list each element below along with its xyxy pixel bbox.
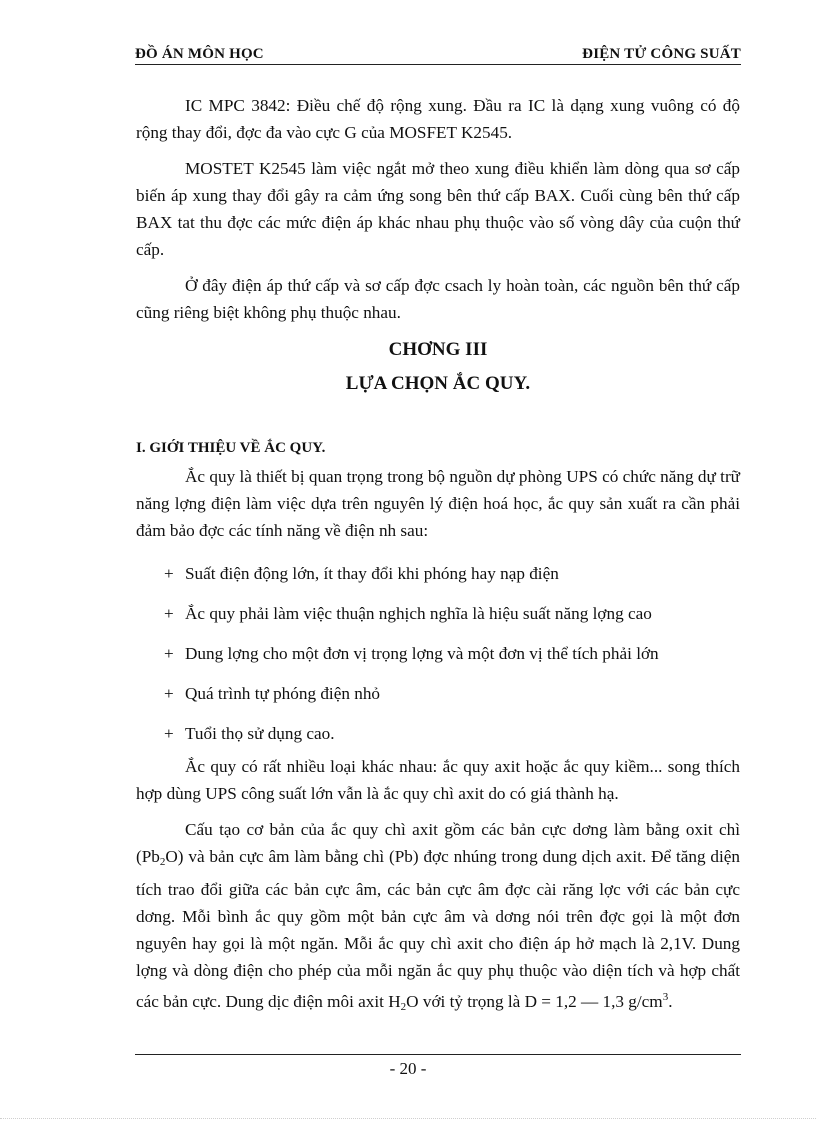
header-left-title: ĐỒ ÁN MÔN HỌC: [135, 46, 264, 62]
bullet-text: Tuổi thọ sử dụng cao.: [185, 724, 335, 743]
list-item: [136, 640, 740, 667]
header-rule: [135, 64, 741, 65]
paragraph-isolation: Ở đây điện áp thứ cấp và sơ cấp đợc csach ly hoàn toàn, các nguồn bên thứ cấp cũng riêng biệt không phụ thuộc nhau.: [136, 276, 740, 322]
list-item: [136, 560, 740, 587]
structure-text-2: O) và bản cực âm làm bằng chì (Pb) đợc nhúng trong dung dịch axit. Để tăng diện tích trao đổi giữa các bản cực âm, các bản cực âm đợc cài răng lợc với các bản cực dơng. Mỗi bình ắc quy gồm một bản cực âm và dơng nói trên đợc gọi là một đơn nguyên hay gọi là một ngăn. Mỗi ắc quy chì axit cho điện áp hở mạch là 2,1V. Dung lợng và dòng điện cho phép của mỗi ngăn ắc quy phụ thuộc vào diện tích và hợp chất các bản cực. Dung dịc điện môi axit H: [136, 847, 740, 1011]
bullet-text: Ắc quy phải làm việc thuận nghịch nghĩa là hiệu suất năng lợng cao: [185, 604, 652, 623]
page-edge-dotted-line: [0, 1118, 816, 1119]
section-title: I. GIỚI THIỆU VỀ ẮC QUY.: [136, 440, 326, 456]
list-item: [136, 720, 740, 747]
footer-rule: [135, 1054, 741, 1055]
bullet-mark: +: [164, 564, 174, 583]
header-right-title: ĐIỆN TỬ CÔNG SUẤT: [582, 46, 741, 62]
chapter-number: CHƠNG III: [388, 339, 488, 360]
bullet-mark: +: [164, 684, 174, 703]
page-header: [135, 46, 741, 66]
bullet-mark: +: [164, 724, 174, 743]
paragraph-intro: Ắc quy là thiết bị quan trọng trong bộ nguồn dự phòng UPS có chức năng dự trữ năng lợng điện làm việc dựa trên nguyên lý điện hoá học, ắc quy sản xuất ra cần phải đảm bảo đợc các tính năng về điện nh sau:: [136, 467, 740, 540]
list-item: [136, 680, 740, 707]
paragraph-battery-structure: [136, 816, 740, 1021]
subscript-h2: 2: [400, 1001, 407, 1013]
structure-text-3: O với tỷ trọng là D = 1,2 — 1,3 g/cm: [406, 992, 663, 1011]
list-item: [136, 600, 740, 627]
page-number: - 20 -: [389, 1059, 427, 1078]
bullet-text: Quá trình tự phóng điện nhỏ: [185, 684, 381, 703]
chapter-title: LỰA CHỌN ẮC QUY.: [345, 373, 531, 394]
page-body: [136, 92, 740, 1030]
structure-text-4: .: [668, 992, 673, 1011]
bullet-text: Suất điện động lớn, ít thay đổi khi phóng hay nạp điện: [185, 564, 559, 583]
bullet-text: Dung lợng cho một đơn vị trọng lợng và một đơn vị thể tích phải lớn: [185, 644, 659, 663]
paragraph-mosfet: MOSTET K2545 làm việc ngắt mở theo xung điều khiển làm dòng qua sơ cấp biến áp xung thay đổi gây ra cảm ứng song bên thứ cấp BAX. Cuối cùng bên thứ cấp BAX tat thu đợc các mức điện áp khác nhau phụ thuộc vào số vòng dây của cuộn thứ cấp.: [136, 159, 740, 259]
subscript-pb2: 2: [159, 856, 166, 868]
paragraph-battery-types: Ắc quy có rất nhiều loại khác nhau: ắc quy axit hoặc ắc quy kiềm... song thích hợp dùng UPS công suất lớn vẫn là ắc quy chì axit do có giá thành hạ.: [136, 757, 740, 803]
bullet-mark: +: [164, 644, 174, 663]
structure-text-1: Cấu tạo cơ bản của ắc quy chì axit gồm các bản cực dơng làm bằng oxit chì (Pb: [136, 820, 740, 866]
superscript-cm3: 3: [662, 991, 669, 1003]
paragraph-ic-mpc: IC MPC 3842: Điều chế độ rộng xung. Đầu ra IC là dạng xung vuông có độ rộng thay đổi, đợc đa vào cực G của MOSFET K2545.: [136, 96, 740, 142]
bullet-mark: +: [164, 604, 174, 623]
